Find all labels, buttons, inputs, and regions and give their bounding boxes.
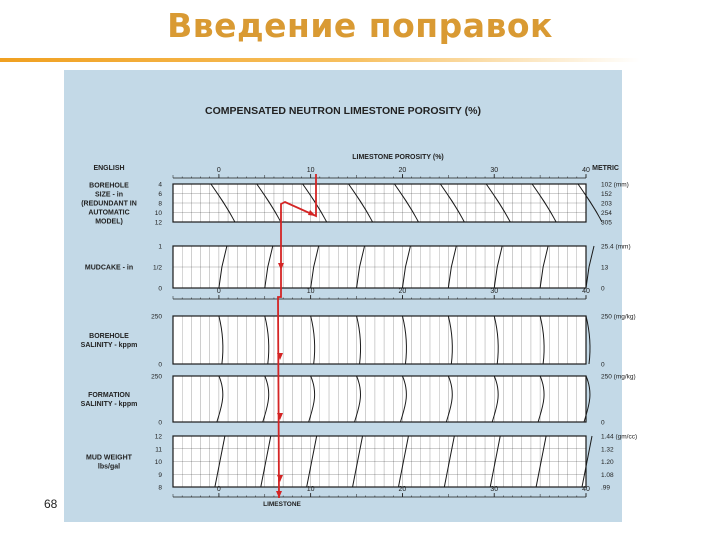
panel-1-right-tick: 203 [601, 200, 612, 208]
title-rule [0, 58, 640, 62]
panel-1-right-tick: 102 (mm) [601, 181, 629, 189]
bottom-scale-tick-label: 40 [582, 486, 590, 493]
panel-3-label: BOREHOLE [89, 333, 129, 340]
correction-chart-svg [64, 70, 638, 522]
panel-3-right-tick: 0 [601, 361, 605, 369]
panel-3-left-tick: 250 [151, 313, 162, 321]
top-scale-tick-label: 40 [582, 167, 590, 174]
panel-1-left-tick: 12 [154, 219, 162, 227]
chart-grids [173, 174, 602, 497]
metric-header: METRIC [592, 165, 619, 172]
panel-4-grid [173, 376, 586, 422]
bottom-scale-tick-label: 10 [306, 486, 315, 493]
panel-1-left-tick: 10 [154, 210, 162, 217]
panel-4-label: FORMATION [88, 392, 130, 399]
panel-3-label: SALINITY - kppm [80, 342, 138, 349]
panel-5-right-tick: 1.44 (gm/cc) [601, 433, 638, 441]
english-header: ENGLISH [93, 165, 125, 172]
panel-5-right-tick: 1.32 [601, 446, 614, 454]
panel-2-right-tick: 0 [601, 285, 605, 293]
mid-scale-tick-label: 0 [216, 288, 221, 295]
panel-5-right-tick: 1.08 [601, 471, 614, 479]
panel-2-left-tick: 0 [158, 285, 162, 293]
mid-scale-tick-label: 20 [398, 288, 407, 295]
panel-5-right-tick: .99 [601, 484, 611, 492]
panel-2-left-tick: 1 [158, 243, 162, 251]
panel-1-label: (REDUNDANT IN [81, 200, 137, 208]
panel-1-label: BOREHOLE [89, 182, 129, 190]
chart-heading: COMPENSATED NEUTRON LIMESTONE POROSITY (%) [205, 105, 481, 117]
top-scale-title: LIMESTONE POROSITY (%) [352, 154, 444, 161]
bottom-scale-title: LIMESTONE [263, 501, 301, 508]
panel-5-left-tick: 8 [158, 484, 162, 492]
panel-1-left-tick: 8 [158, 200, 162, 208]
panel-3-right-tick: 250 (mg/kg) [601, 313, 636, 321]
panel-5-left-tick: 12 [154, 433, 162, 441]
panel-2-label: MUDCAKE - in [84, 264, 134, 272]
page-number: 68 [44, 497, 58, 511]
panel-1-left-tick: 4 [158, 181, 162, 189]
panel-4-right-tick: 250 (mg/kg) [601, 373, 636, 381]
panel-5-left-tick: 9 [158, 471, 162, 479]
panel-1-right-tick: 254 [601, 210, 612, 217]
panel-4-left-tick: 0 [158, 419, 162, 427]
panel-5-label: MUD WEIGHT [86, 454, 132, 462]
panel-1-left-tick: 6 [158, 191, 162, 198]
correction-chart [64, 70, 638, 522]
panel-1-label: SIZE - in [95, 191, 123, 199]
bottom-scale-tick-label: 20 [398, 486, 407, 493]
panel-2-left-tick: 1/2 [152, 264, 162, 272]
panel-4-right-tick: 0 [601, 419, 605, 427]
panel-3-grid [173, 316, 586, 364]
slide-title: Введение поправок [167, 6, 553, 45]
top-scale-tick-label: 0 [216, 167, 221, 174]
top-scale-tick-label: 20 [398, 167, 407, 174]
panel-1-right-tick: 152 [601, 191, 612, 198]
panel-5-label: lbs/gal [97, 463, 121, 471]
bottom-scale-tick-label: 0 [216, 486, 221, 493]
panel-5-left-tick: 10 [154, 459, 162, 466]
top-scale-tick-label: 10 [306, 167, 315, 174]
mid-scale-tick-label: 40 [582, 288, 590, 295]
panel-4-left-tick: 250 [151, 373, 162, 381]
panel-2-right-tick: 13 [601, 264, 609, 272]
top-scale-tick-label: 30 [490, 167, 499, 174]
panel-3-left-tick: 0 [158, 361, 162, 369]
mid-scale-tick-label: 30 [490, 288, 499, 295]
bottom-scale-tick-label: 30 [490, 486, 499, 493]
panel-2-right-tick: 25.4 (mm) [601, 243, 631, 251]
panel-5-left-tick: 11 [155, 446, 162, 454]
mid-scale-tick-label: 10 [306, 288, 315, 295]
panel-1-label: MODEL) [95, 218, 123, 226]
panel-1-label: AUTOMATIC [88, 209, 130, 217]
panel-1-right-tick: 305 [601, 219, 612, 227]
panel-5-right-tick: 1.20 [601, 459, 614, 466]
panel-4-label: SALINITY - kppm [80, 401, 138, 408]
